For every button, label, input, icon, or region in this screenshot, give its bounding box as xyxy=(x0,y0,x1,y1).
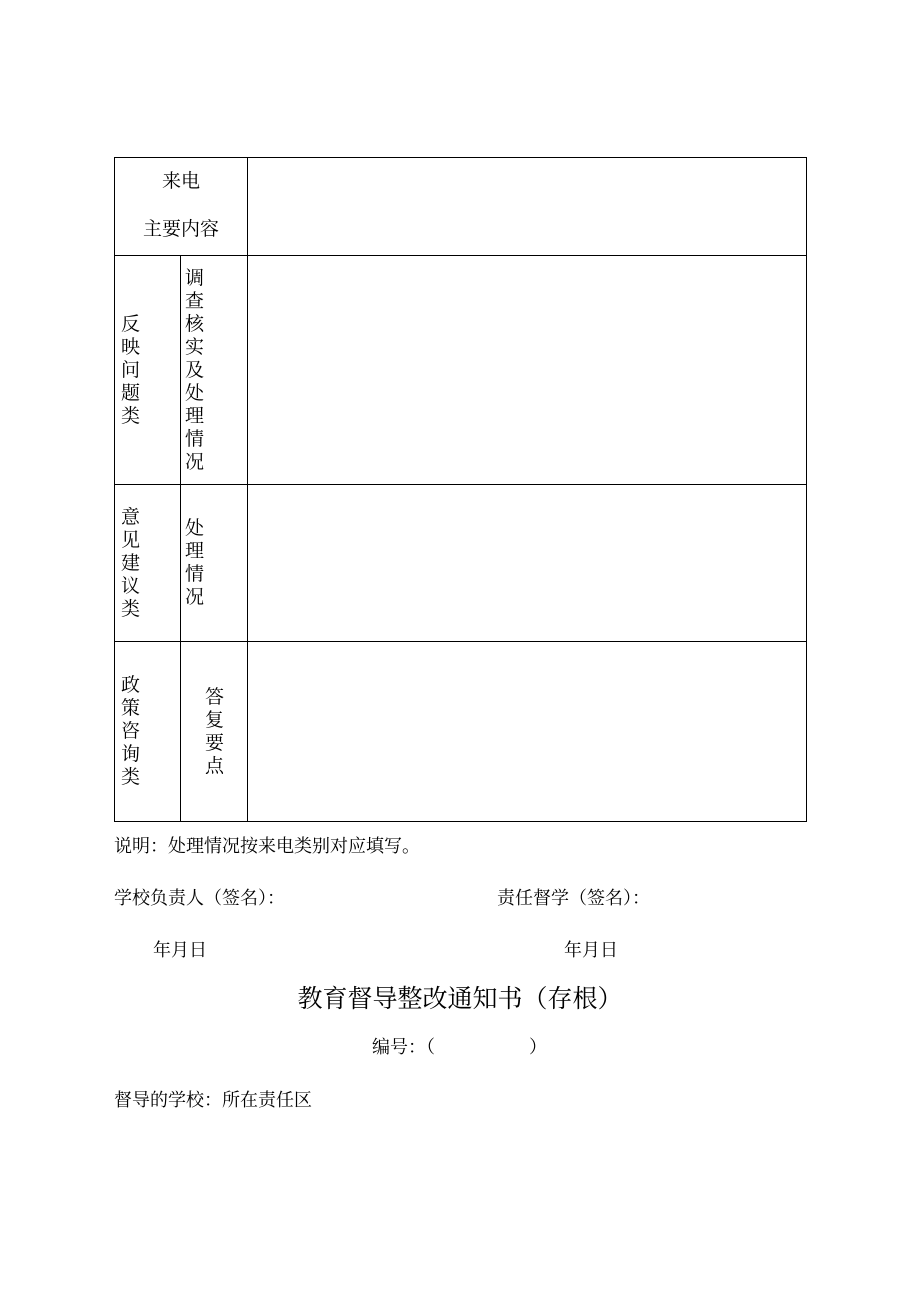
call-label: 来电 xyxy=(162,169,201,192)
investigation-label-cell xyxy=(181,256,248,485)
row-suggestion xyxy=(115,485,807,642)
date-right: 年月日 xyxy=(564,940,618,961)
call-content-field[interactable] xyxy=(248,158,807,256)
policy-category-cell xyxy=(115,642,181,822)
row-policy-consult xyxy=(115,642,807,822)
call-content-label-cell xyxy=(115,158,248,256)
date-left: 年月日 xyxy=(153,940,207,961)
problem-category-label: 反映问题类 xyxy=(121,312,141,427)
handling-field[interactable] xyxy=(248,485,807,642)
supervisor-signature-label: 责任督学（签名）： xyxy=(497,888,650,909)
school-head-signature-label: 学校负责人（签名）： xyxy=(114,888,285,909)
row-problem-report xyxy=(115,256,807,485)
investigation-label: 调查核实及处理情况 xyxy=(185,266,205,473)
supervised-school-line: 督导的学校：所在责任区 xyxy=(114,1090,312,1111)
stub-title: 教育督导整改通知书（存根） xyxy=(297,984,623,1013)
fill-note: 说明：处理情况按来电类别对应填写。 xyxy=(114,836,420,857)
investigation-field[interactable] xyxy=(248,256,807,485)
reply-label-cell xyxy=(181,642,248,822)
number-label: 编号：（ xyxy=(372,1037,435,1058)
feedback-form-table xyxy=(114,157,807,822)
reply-points-label: 答复要点 xyxy=(205,685,225,777)
suggestion-category-cell xyxy=(115,485,181,642)
suggestion-category-label: 意见建议类 xyxy=(121,505,141,620)
main-content-label: 主要内容 xyxy=(143,217,220,240)
row-call-content xyxy=(115,158,807,256)
handling-label-cell xyxy=(181,485,248,642)
number-close-paren: ） xyxy=(529,1037,547,1058)
handling-label: 处理情况 xyxy=(185,517,205,608)
problem-category-cell xyxy=(115,256,181,485)
reply-points-field[interactable] xyxy=(248,642,807,822)
policy-category-label: 政策咨询类 xyxy=(121,674,141,788)
